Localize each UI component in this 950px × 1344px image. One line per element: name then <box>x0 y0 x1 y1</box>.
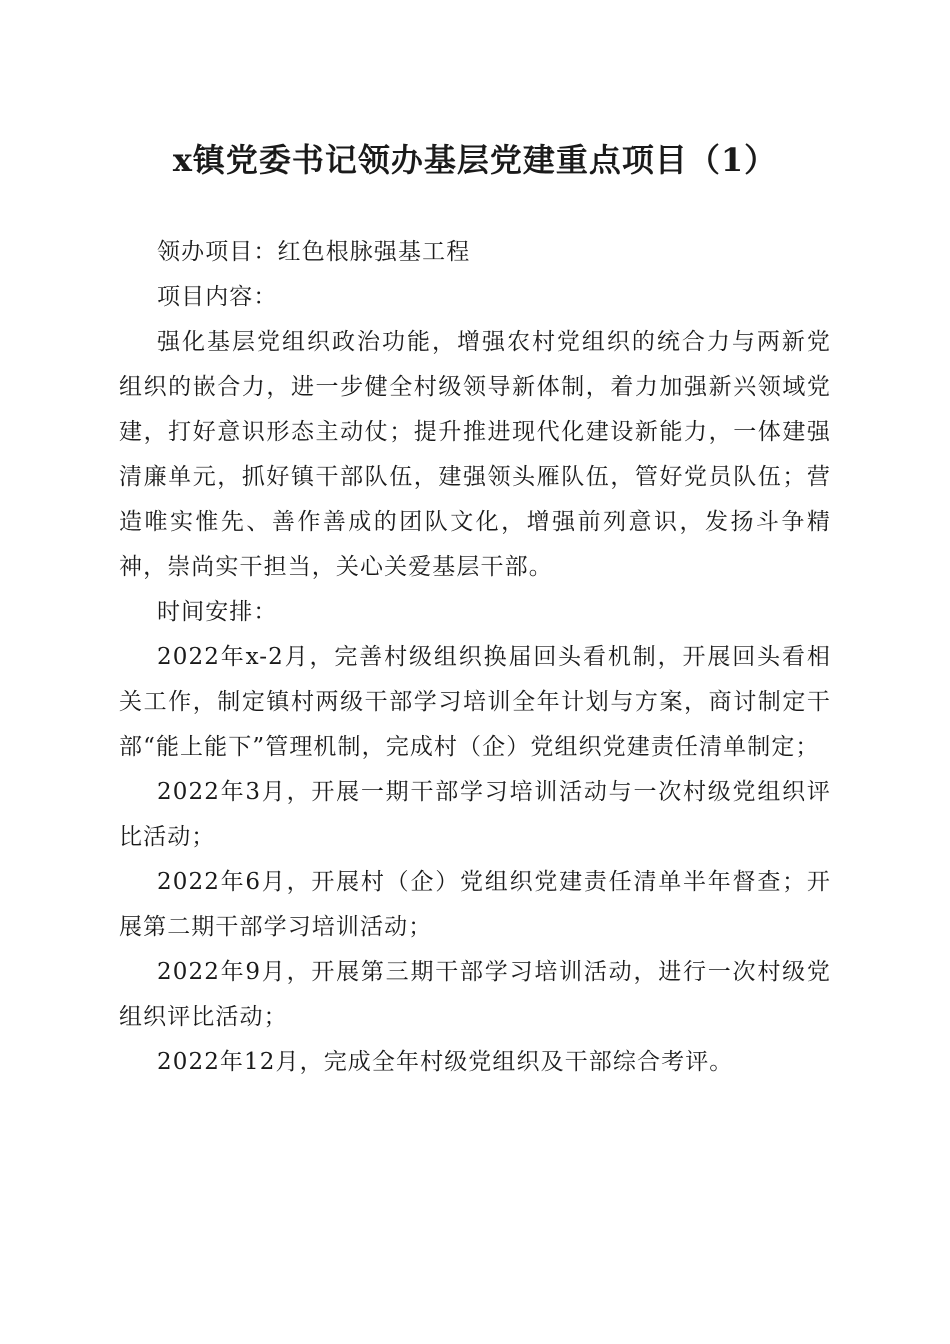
document-body <box>119 230 831 1085</box>
paragraph-schedule-jun: 2022年6月，开展村（企）党组织党建责任清单半年督查；开展第二期干部学习培训活动； <box>119 869 831 940</box>
paragraph-schedule-dec: 2022年12月，完成全年村级党组织及干部综合考评。 <box>157 1049 734 1075</box>
document-title: x镇党委书记领办基层党建重点项目（1） <box>172 141 778 179</box>
paragraph-lead-project: 领办项目：红色根脉强基工程 <box>157 239 471 265</box>
paragraph-content-body: 强化基层党组织政治功能，增强农村党组织的统合力与两新党组织的嵌合力，进一步健全村级领导新体制，着力加强新兴领域党建，打好意识形态主动仗；提升推进现代化建设新能力，一体建强清廉单元，抓好镇干部队伍，建强领头雁队伍，管好党员队伍；营造唯实惟先、善作善成的团队文化，增强前列意识，发扬斗争精神，崇尚实干担当，关心关爱基层干部。 <box>119 329 831 580</box>
paragraph-schedule-heading: 时间安排： <box>157 599 278 625</box>
paragraph-schedule-mar: 2022年3月，开展一期干部学习培训活动与一次村级党组织评比活动； <box>119 779 831 850</box>
paragraph-schedule-jan-feb: 2022年x-2月，完善村级组织换届回头看机制，开展回头看相关工作，制定镇村两级干部学习培训全年计划与方案，商讨制定干部“能上能下”管理机制，完成村（企）党组织党建责任清单制定； <box>119 644 831 760</box>
paragraph-schedule-sep: 2022年9月，开展第三期干部学习培训活动，进行一次村级党组织评比活动； <box>119 959 831 1030</box>
paragraph-content-heading: 项目内容： <box>157 284 278 310</box>
